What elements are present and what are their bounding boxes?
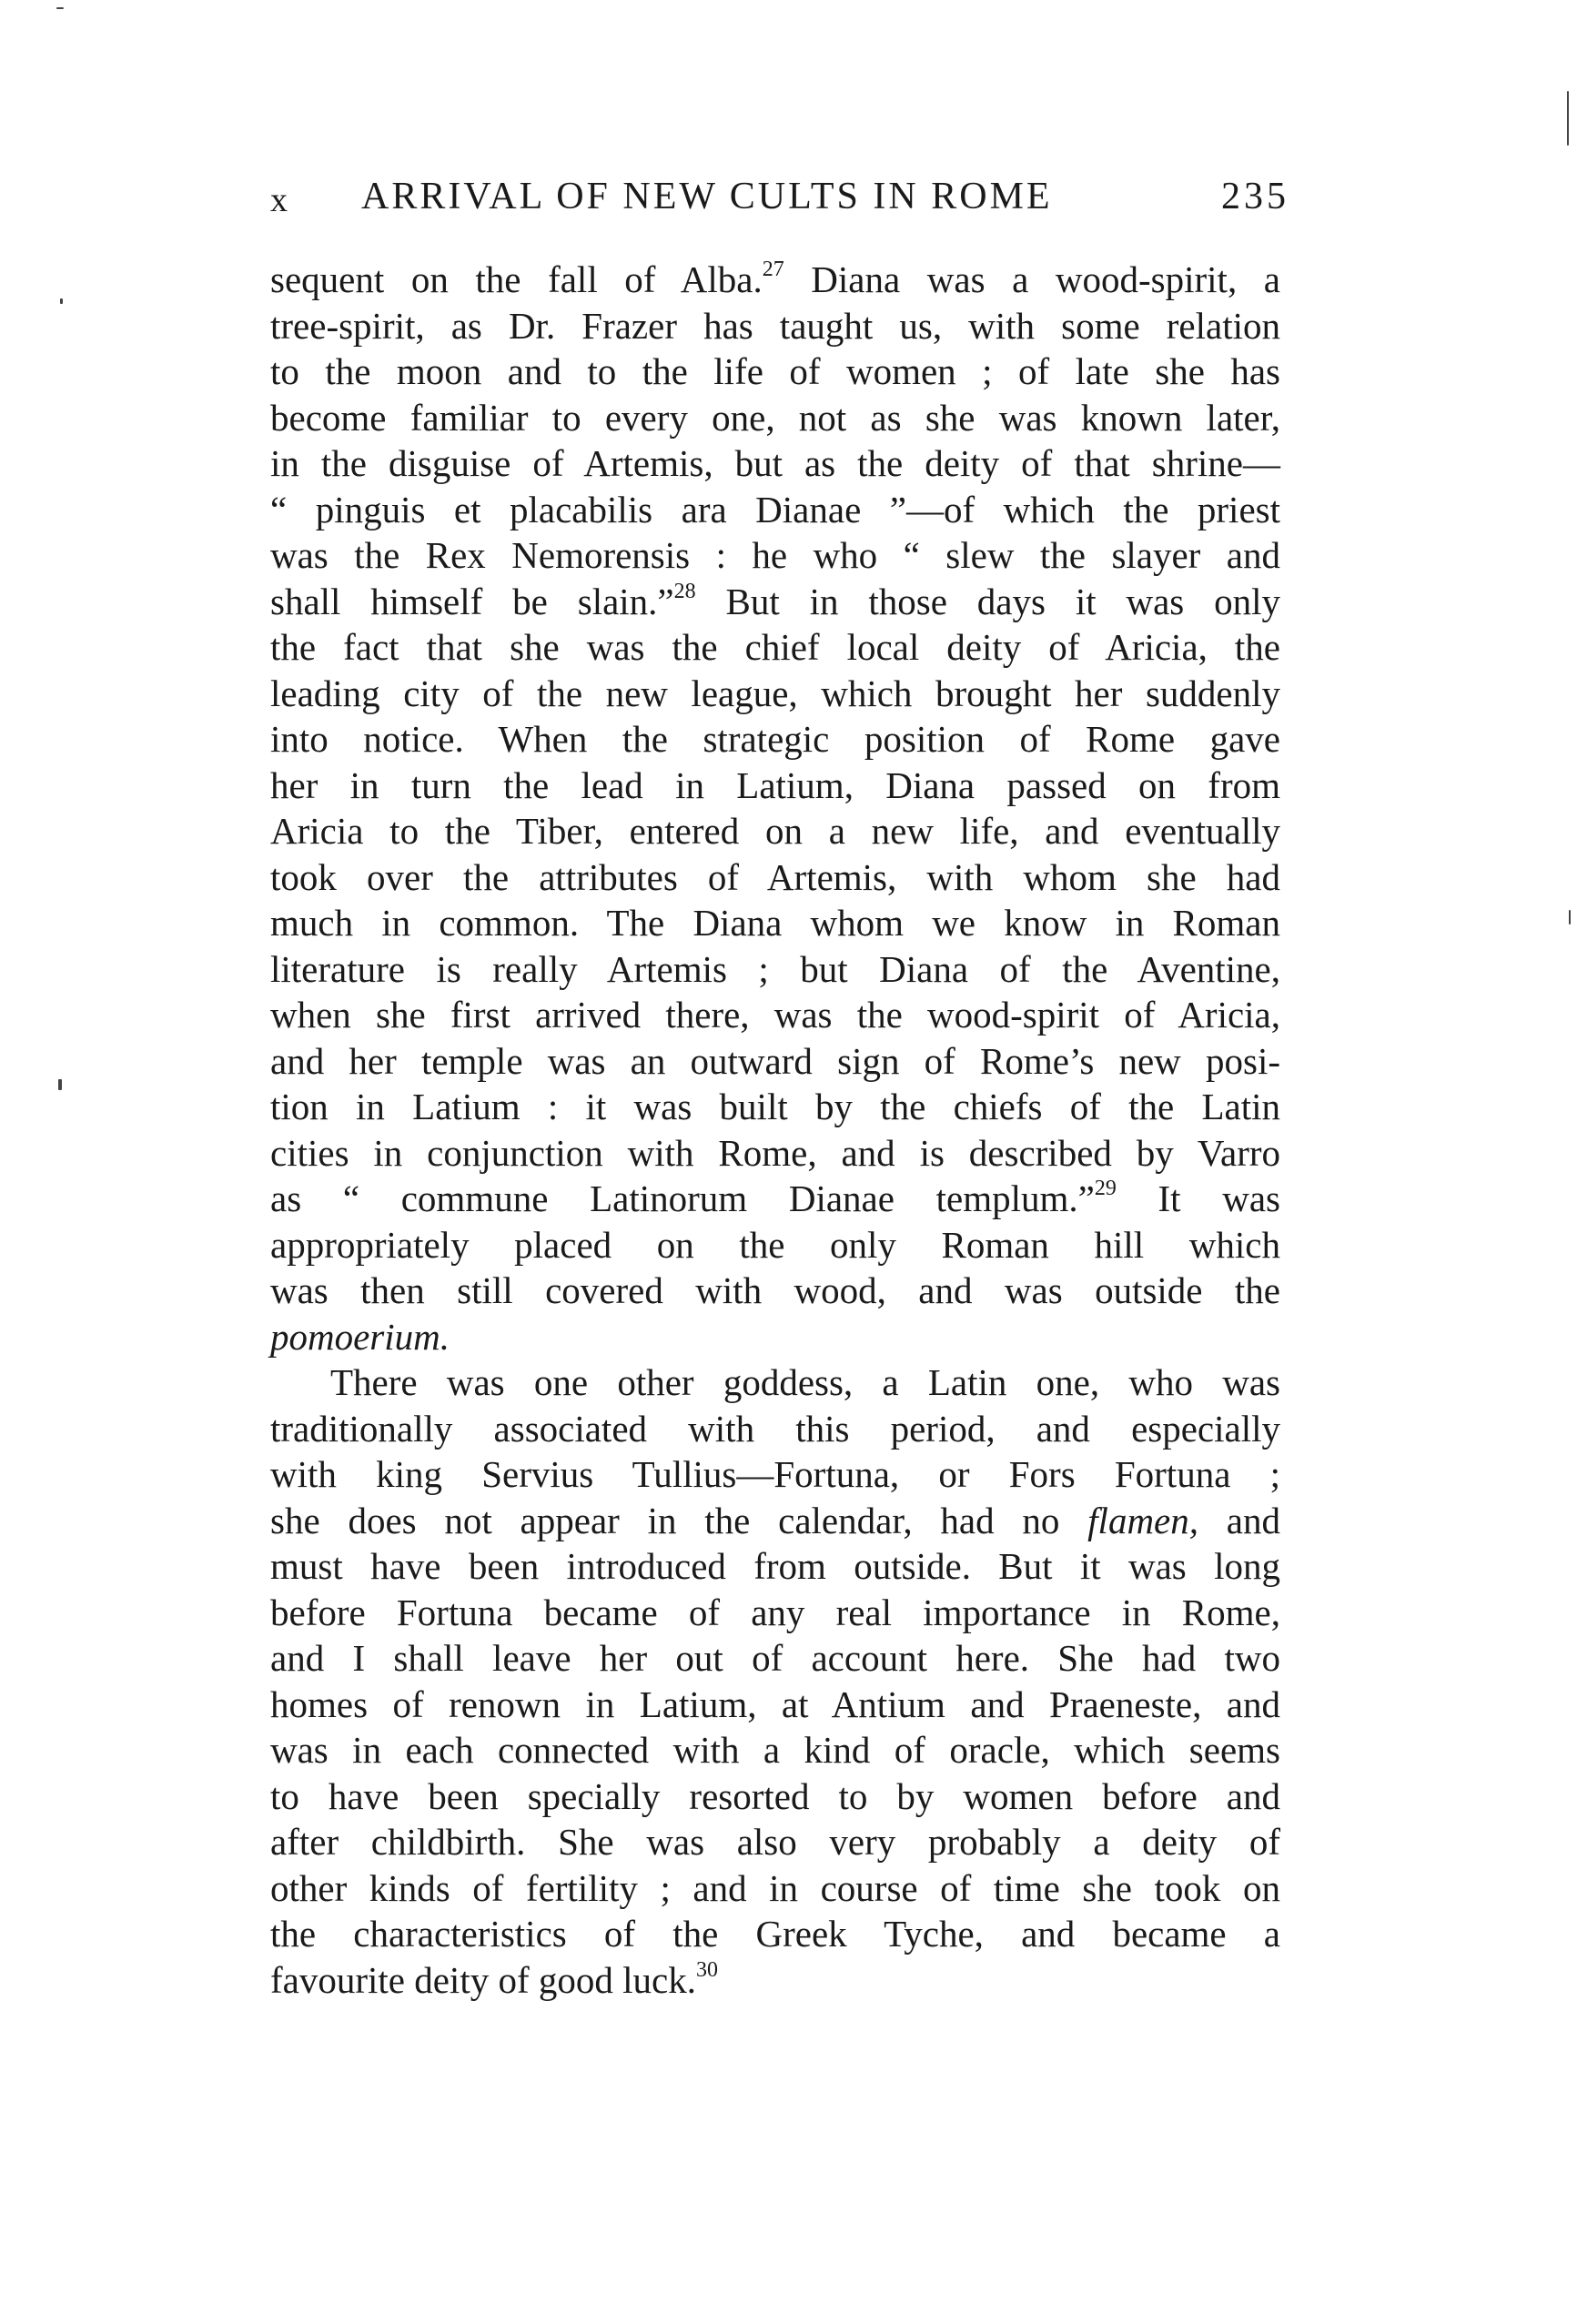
text-line	[270, 1314, 1280, 1360]
text-line: and I shall leave her out of account here. She had two	[270, 1637, 1280, 1679]
scan-speck	[58, 1079, 62, 1090]
text-line: traditionally associated with this period, and especially	[270, 1407, 1280, 1450]
italic-term: flamen,	[1087, 1499, 1198, 1541]
footnote-ref[interactable]: 29	[1094, 1177, 1117, 1200]
chapter-numeral: x	[270, 181, 289, 219]
text-line: with king Servius Tullius—Fortuna, or Fors Fortuna ;	[270, 1453, 1280, 1495]
text-line: tion in Latium : it was built by the chiefs of the Latin	[270, 1086, 1280, 1127]
text-line: in the disguise of Artemis, but as the deity of that shrine—	[270, 442, 1280, 484]
text-line: she does not appear in the calendar, had no flamen, and	[270, 1499, 1280, 1541]
footnote-ref[interactable]: 27	[762, 258, 784, 281]
text-line: “ pinguis et placabilis ara Dianae ”—of which the priest	[270, 488, 1280, 530]
text-line: the fact that she was the chief local deity of Aricia, the	[270, 626, 1280, 668]
footnote-ref[interactable]: 28	[673, 579, 696, 603]
text-line: homes of renown in Latium, at Antium and Praeneste, and	[270, 1682, 1280, 1725]
text-line: when she first arrived there, was the wood-spirit of Aricia,	[270, 994, 1280, 1036]
paragraph-1	[270, 257, 1280, 1359]
text-line: shall himself be slain.”$^{28}$ But in those days it was only	[270, 579, 1281, 622]
text-line: the characteristics of the Greek Tyche, and became a	[270, 1913, 1280, 1955]
text-line: and her temple was an outward sign of Rome’s new posi-	[270, 1039, 1280, 1082]
text-line: took over the attributes of Artemis, with whom she had	[270, 855, 1280, 898]
running-title: ARRIVAL OF NEW CULTS IN ROME	[361, 176, 1053, 217]
text-line: as “ commune Latinorum Dianae templum.”$^{29}$ It was	[270, 1177, 1281, 1219]
text-line: tree-spirit, as Dr. Frazer has taught us, with some relation	[270, 304, 1280, 347]
text-line: There was one other goddess, a Latin one, who was	[330, 1361, 1280, 1403]
scan-speck	[60, 298, 63, 304]
text-line: Aricia to the Tiber, entered on a new life, and eventually	[270, 810, 1280, 852]
text-line: was in each connected with a kind of oracle, which seems	[270, 1729, 1280, 1771]
text-line: favourite deity of good luck.$^{30}$	[270, 1957, 718, 2001]
text-line: appropriately placed on the only Roman hill which	[270, 1223, 1280, 1266]
italic-term: pomoerium.	[270, 1315, 450, 1358]
text-line: before Fortuna became of any real importance in Rome,	[270, 1591, 1280, 1633]
text-line: her in turn the lead in Latium, Diana passed on from	[270, 763, 1280, 806]
text-line: leading city of the new league, which brought her suddenly	[270, 672, 1280, 714]
text-line: sequent on the fall of Alba.$^{27}$ Diana was a wood-spirit, a	[270, 258, 1280, 300]
footnote-ref[interactable]: 30	[695, 1957, 718, 1982]
text-line: cities in conjunction with Rome, and is described by Varro	[270, 1131, 1280, 1174]
text-line: other kinds of fertility ; and in course of time she took on	[270, 1866, 1280, 1909]
body-text	[270, 257, 1280, 2003]
scan-speck	[1569, 910, 1571, 925]
text-line: much in common. The Diana whom we know in Roman	[270, 902, 1280, 944]
text-line: after childbirth. She was also very probably a deity of	[270, 1821, 1280, 1863]
text-line: must have been introduced from outside. But it was long	[270, 1545, 1280, 1587]
text-line: become familiar to every one, not as she was known later,	[270, 396, 1280, 439]
text-line: was the Rex Nemorensis : he who “ slew the slayer and	[270, 534, 1280, 576]
text-line: into notice. When the strategic position of Rome gave	[270, 718, 1280, 760]
scan-speck	[1567, 91, 1569, 146]
text-line: literature is really Artemis ; but Diana of the Aventine,	[270, 947, 1280, 990]
scan-speck	[56, 7, 64, 9]
page-number: 235	[1221, 176, 1289, 217]
paragraph-2	[270, 1359, 1280, 2003]
text-line: to the moon and to the life of women ; of late she has	[270, 350, 1280, 392]
text-line: was then still covered with wood, and was outside the	[270, 1269, 1280, 1311]
running-head	[270, 175, 1289, 229]
text-line: to have been specially resorted to by women before and	[270, 1774, 1280, 1817]
